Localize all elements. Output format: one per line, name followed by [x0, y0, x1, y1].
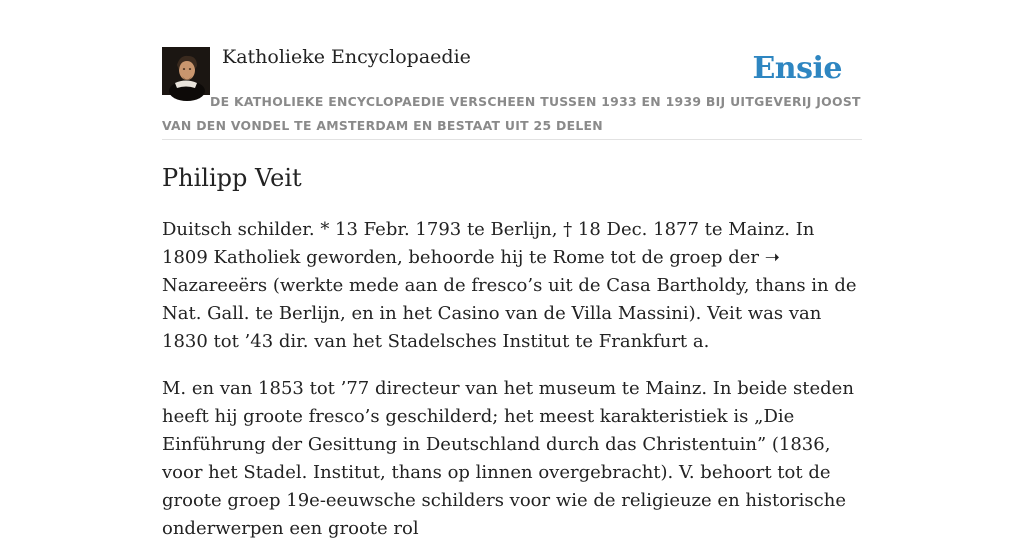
site-header [162, 0, 862, 140]
article-title: Philipp Veit [162, 164, 302, 192]
site-tagline: DE KATHOLIEKE ENCYCLOPAEDIE VERSCHEEN TUSSEN 1933 EN 1939 BIJ UITGEVERIJ JOOST VAN DEN VONDEL TE AMSTERDAM EN BESTAAT UIT 25 DELEN [162, 94, 861, 133]
portrait-icon [162, 47, 210, 95]
ensie-logo[interactable]: Ensie [752, 51, 842, 86]
encyclopedia-avatar[interactable] [162, 47, 210, 95]
article-paragraph: M. en van 1853 tot ’77 directeur van het museum te Mainz. In beide steden heeft hij groote fresco’s geschilderd; het meest karakteristiek is „Die Einführung der Gesittung in Deutschland durch das Christentuin” (1836, voor het Stadel. Institut, thans op linnen overgebracht). V. behoort tot de groote groep 19e-eeuwsche schilders voor wie de religieuze en historische onderwerpen een groote rol [162, 378, 854, 539]
article [162, 160, 864, 543]
site-title[interactable]: Katholieke Encyclopaedie [222, 46, 471, 68]
article-paragraph: Duitsch schilder. * 13 Febr. 1793 te Berlijn, † 18 Dec. 1877 te Mainz. In 1809 Katholiek geworden, behoorde hij te Rome tot de groep der ➝ Nazareeërs (werkte mede aan de fresco’s uit de Casa Bartholdy, thans in de Nat. Gall. te Berlijn, en in het Casino van de Villa Massini). Veit was van 1830 tot ’43 dir. van het Stadelsches Institut te Frankfurt a. [162, 219, 857, 352]
